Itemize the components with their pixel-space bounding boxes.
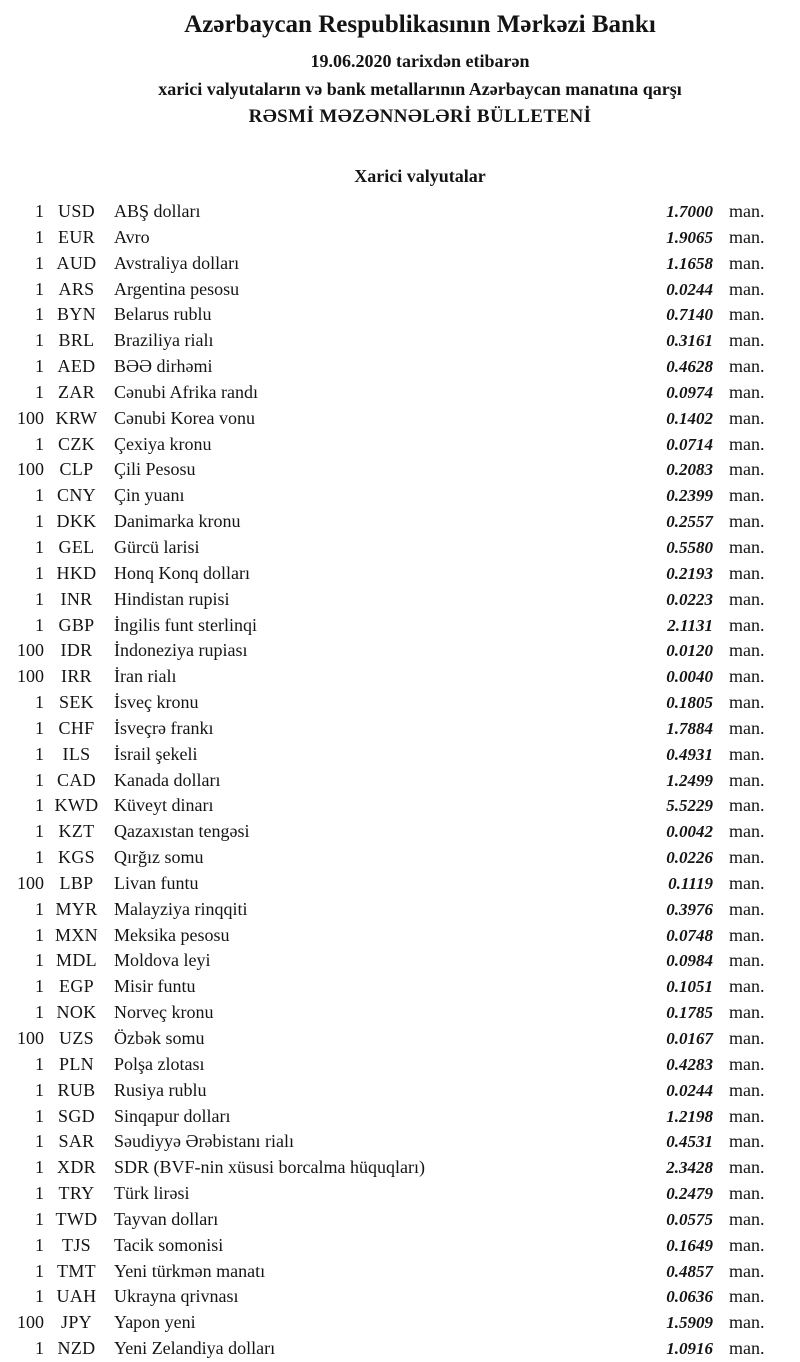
quantity-cell: 1 <box>35 769 44 790</box>
currency-code-cell: CZK <box>58 433 95 454</box>
table-row <box>0 380 800 406</box>
unit-label-cell: man. <box>729 252 765 273</box>
bank-name-title: Azərbaycan Respublikasının Mərkəzi Bankı <box>184 11 656 38</box>
rate-value-cell: 0.2479 <box>666 1184 713 1204</box>
currency-name-cell: Polşa zlotası <box>114 1053 205 1074</box>
currency-code-cell: KWD <box>54 795 99 816</box>
table-row <box>0 1026 800 1052</box>
table-row <box>0 277 800 303</box>
quantity-cell: 1 <box>35 1002 44 1023</box>
quantity-cell: 1 <box>35 433 44 454</box>
currency-code-cell: CAD <box>57 769 96 790</box>
quantity-cell: 1 <box>35 1079 44 1100</box>
currency-name-cell: Çili Pesosu <box>114 459 196 480</box>
section-title-foreign-currencies: Xarici valyutalar <box>354 166 486 186</box>
rate-value-cell: 1.1658 <box>666 253 713 273</box>
unit-label-cell: man. <box>729 950 765 971</box>
rate-value-cell: 0.0040 <box>666 667 713 687</box>
currency-code-cell: KRW <box>55 407 98 428</box>
rate-value-cell: 0.4283 <box>666 1054 713 1074</box>
table-row <box>0 251 800 277</box>
quantity-cell: 1 <box>35 511 44 532</box>
currency-code-cell: SGD <box>58 1105 95 1126</box>
currency-code-cell: GBP <box>58 614 95 635</box>
unit-label-cell: man. <box>729 356 765 377</box>
table-row <box>0 1078 800 1104</box>
unit-label-cell: man. <box>729 226 765 247</box>
quantity-cell: 1 <box>35 1260 44 1281</box>
unit-label-cell: man. <box>729 1028 765 1048</box>
currency-name-cell: Çin yuanı <box>114 485 185 506</box>
subject-line: xarici valyutaların və bank metallarının Azərbaycan manatına qarşı <box>158 79 682 99</box>
rate-value-cell: 1.2499 <box>666 770 713 790</box>
rate-value-cell: 0.4628 <box>666 357 713 377</box>
currency-code-cell: LBP <box>59 872 94 893</box>
table-row <box>0 768 800 794</box>
unit-label-cell: man. <box>729 1002 765 1023</box>
currency-code-cell: PLN <box>59 1053 94 1074</box>
rate-value-cell: 0.0984 <box>666 951 713 971</box>
currency-code-cell: JPY <box>61 1312 92 1333</box>
table-row <box>0 509 800 535</box>
effective-date-line: 19.06.2020 tarixdən etibarən <box>310 51 530 71</box>
rate-value-cell: 1.9065 <box>666 227 713 247</box>
quantity-cell: 1 <box>35 1208 44 1229</box>
currency-name-cell: Belarus rublu <box>114 304 212 325</box>
quantity-cell: 1 <box>35 226 44 247</box>
currency-name-cell: BƏƏ dirhəmi <box>114 356 213 377</box>
rate-value-cell: 0.1051 <box>666 977 713 997</box>
quantity-cell: 1 <box>35 278 44 299</box>
table-row <box>0 1000 800 1026</box>
currency-name-cell: Argentina pesosu <box>114 278 240 299</box>
currency-code-cell: TWD <box>55 1208 98 1229</box>
currency-code-cell: SAR <box>58 1131 95 1152</box>
quantity-cell: 1 <box>35 1338 44 1359</box>
unit-label-cell: man. <box>729 1131 765 1152</box>
quantity-cell: 1 <box>35 821 44 842</box>
unit-label-cell: man. <box>729 795 765 816</box>
currency-name-cell: Kanada dolları <box>114 769 221 790</box>
currency-name-cell: Avro <box>114 226 150 247</box>
table-row <box>0 1336 800 1362</box>
currency-name-cell: Hindistan rupisi <box>114 588 230 609</box>
currency-code-cell: RUB <box>57 1079 96 1100</box>
rate-value-cell: 1.2198 <box>666 1106 713 1126</box>
quantity-cell: 1 <box>35 356 44 377</box>
quantity-cell: 1 <box>35 1105 44 1126</box>
unit-label-cell: man. <box>729 304 765 325</box>
table-row <box>0 923 800 949</box>
unit-label-cell: man. <box>729 692 765 713</box>
quantity-cell: 1 <box>35 614 44 635</box>
quantity-cell: 1 <box>35 898 44 919</box>
currency-name-cell: Qırğız somu <box>114 847 204 868</box>
rate-value-cell: 1.0916 <box>666 1339 713 1359</box>
table-row <box>0 819 800 845</box>
quantity-cell: 1 <box>35 950 44 971</box>
rate-value-cell: 0.4857 <box>666 1261 713 1281</box>
quantity-cell: 1 <box>35 1053 44 1074</box>
currency-code-cell: CHF <box>58 717 95 738</box>
rate-value-cell: 0.0636 <box>666 1287 713 1307</box>
currency-code-cell: DKK <box>56 511 97 532</box>
rate-value-cell: 0.2557 <box>666 512 713 532</box>
currency-code-cell: ZAR <box>58 381 95 402</box>
table-row <box>0 1310 800 1336</box>
currency-name-cell: İsveç kronu <box>114 692 199 713</box>
table-row <box>0 199 800 225</box>
quantity-cell: 100 <box>17 666 44 687</box>
unit-label-cell: man. <box>729 1079 765 1100</box>
unit-label-cell: man. <box>729 1234 765 1255</box>
table-row <box>0 897 800 923</box>
currency-code-cell: HKD <box>56 562 97 583</box>
rate-value-cell: 0.0120 <box>666 641 713 661</box>
currency-name-cell: Yeni Zelandiya dolları <box>114 1338 276 1359</box>
unit-label-cell: man. <box>729 1105 765 1126</box>
unit-label-cell: man. <box>729 976 765 997</box>
quantity-cell: 100 <box>17 1312 44 1333</box>
currency-code-cell: BRL <box>58 330 95 351</box>
rate-value-cell: 0.4531 <box>666 1132 713 1152</box>
currency-code-cell: BYN <box>57 304 96 325</box>
rate-value-cell: 0.0167 <box>666 1029 713 1048</box>
currency-name-cell: Özbək somu <box>114 1028 205 1048</box>
currency-name-cell: Misir funtu <box>114 976 196 997</box>
unit-label-cell: man. <box>729 1053 765 1074</box>
unit-label-cell: man. <box>729 485 765 506</box>
quantity-cell: 100 <box>17 640 44 661</box>
table-row <box>0 561 800 587</box>
table-row <box>0 664 800 690</box>
currency-code-cell: UZS <box>59 1028 94 1048</box>
rate-value-cell: 0.0244 <box>666 1080 713 1100</box>
quantity-cell: 1 <box>35 330 44 351</box>
rate-value-cell: 1.5909 <box>666 1313 713 1333</box>
currency-code-cell: MXN <box>55 924 98 945</box>
quantity-cell: 1 <box>35 1157 44 1178</box>
unit-label-cell: man. <box>729 924 765 945</box>
rate-value-cell: 0.3976 <box>666 899 713 919</box>
currency-code-cell: AED <box>57 356 96 377</box>
rate-value-cell: 0.7140 <box>666 305 713 325</box>
currency-name-cell: İngilis funt sterlinqi <box>114 614 257 635</box>
currency-name-cell: SDR (BVF-nin xüsusi borcalma hüquqları) <box>114 1157 425 1178</box>
currency-name-cell: Yeni türkmən manatı <box>114 1260 266 1281</box>
unit-label-cell: man. <box>729 1260 765 1281</box>
rate-value-cell: 0.0575 <box>666 1209 713 1229</box>
currency-name-cell: Livan funtu <box>114 872 199 893</box>
table-row <box>0 1052 800 1078</box>
quantity-cell: 1 <box>35 201 44 221</box>
currency-name-cell: Tayvan dolları <box>114 1208 219 1229</box>
unit-label-cell: man. <box>729 330 765 351</box>
table-row <box>0 1259 800 1285</box>
rate-value-cell: 0.4931 <box>666 744 713 764</box>
currency-code-cell: EUR <box>58 226 95 247</box>
currency-name-cell: Malayziya rinqqiti <box>114 898 248 919</box>
table-row <box>0 1155 800 1181</box>
table-row <box>0 457 800 483</box>
table-row <box>0 974 800 1000</box>
currency-name-cell: Tacik somonisi <box>114 1234 224 1255</box>
currency-code-cell: TMT <box>57 1260 96 1281</box>
currency-name-cell: İsveçrə frankı <box>114 717 214 738</box>
unit-label-cell: man. <box>729 717 765 738</box>
currency-name-cell: Türk lirəsi <box>114 1183 190 1204</box>
table-row <box>0 742 800 768</box>
table-row <box>0 1207 800 1233</box>
quantity-cell: 1 <box>35 924 44 945</box>
unit-label-cell: man. <box>729 1183 765 1204</box>
quantity-cell: 100 <box>17 407 44 428</box>
rate-value-cell: 0.2399 <box>666 486 713 506</box>
quantity-cell: 1 <box>35 536 44 557</box>
rate-value-cell: 5.5229 <box>666 796 713 816</box>
unit-label-cell: man. <box>729 1286 765 1307</box>
rate-value-cell: 2.1131 <box>667 615 713 635</box>
unit-label-cell: man. <box>729 1312 765 1333</box>
quantity-cell: 1 <box>35 1183 44 1204</box>
unit-label-cell: man. <box>729 666 765 687</box>
currency-code-cell: USD <box>58 201 95 221</box>
currency-code-cell: CNY <box>57 485 96 506</box>
unit-label-cell: man. <box>729 459 765 480</box>
rate-value-cell: 0.0244 <box>666 279 713 299</box>
currency-name-cell: Çexiya kronu <box>114 433 212 454</box>
table-row <box>0 535 800 561</box>
quantity-cell: 100 <box>17 1028 44 1048</box>
unit-label-cell: man. <box>729 821 765 842</box>
table-row <box>0 613 800 639</box>
currency-name-cell: Braziliya rialı <box>114 330 214 351</box>
document-header <box>0 0 800 129</box>
quantity-cell: 100 <box>17 872 44 893</box>
currency-code-cell: KGS <box>58 847 95 868</box>
currency-code-cell: SEK <box>59 692 94 713</box>
unit-label-cell: man. <box>729 872 765 893</box>
currency-name-cell: İsrail şekeli <box>114 743 198 764</box>
unit-label-cell: man. <box>729 536 765 557</box>
currency-code-cell: IDR <box>60 640 93 661</box>
unit-label-cell: man. <box>729 614 765 635</box>
rate-value-cell: 0.0748 <box>666 925 713 945</box>
currency-name-cell: Ukrayna qrivnası <box>114 1286 239 1307</box>
currency-code-cell: UAH <box>56 1286 97 1307</box>
currency-code-cell: TRY <box>58 1183 95 1204</box>
rate-value-cell: 1.7000 <box>666 202 713 221</box>
currency-name-cell: Gürcü larisi <box>114 536 200 557</box>
currency-name-cell: Sinqapur dolları <box>114 1105 231 1126</box>
currency-name-cell: ABŞ dolları <box>114 201 201 221</box>
table-row <box>0 354 800 380</box>
quantity-cell: 1 <box>35 304 44 325</box>
currency-name-cell: Rusiya rublu <box>114 1079 207 1100</box>
unit-label-cell: man. <box>729 1338 765 1359</box>
quantity-cell: 1 <box>35 562 44 583</box>
quantity-cell: 1 <box>35 1286 44 1307</box>
currency-code-cell: CLP <box>59 459 94 480</box>
quantity-cell: 1 <box>35 795 44 816</box>
unit-label-cell: man. <box>729 407 765 428</box>
table-row <box>0 1181 800 1207</box>
unit-label-cell: man. <box>729 1208 765 1229</box>
bulletin-title: RƏSMİ MƏZƏNNƏLƏRİ BÜLLETENİ <box>248 106 592 127</box>
table-row <box>0 1284 800 1310</box>
quantity-cell: 1 <box>35 381 44 402</box>
unit-label-cell: man. <box>729 201 765 221</box>
rate-value-cell: 0.1402 <box>666 408 713 428</box>
rate-value-cell: 2.3428 <box>666 1158 713 1178</box>
rate-value-cell: 0.0974 <box>666 382 713 402</box>
quantity-cell: 1 <box>35 252 44 273</box>
quantity-cell: 1 <box>35 588 44 609</box>
rate-value-cell: 0.0226 <box>666 848 713 868</box>
quantity-cell: 1 <box>35 976 44 997</box>
currency-code-cell: ARS <box>58 278 95 299</box>
currency-name-cell: Küveyt dinarı <box>114 795 214 816</box>
unit-label-cell: man. <box>729 381 765 402</box>
currency-name-cell: İran rialı <box>114 666 177 687</box>
rate-value-cell: 0.0042 <box>666 822 713 842</box>
currency-code-cell: NZD <box>57 1338 96 1359</box>
table-row <box>0 690 800 716</box>
unit-label-cell: man. <box>729 743 765 764</box>
quantity-cell: 1 <box>35 847 44 868</box>
table-row <box>0 328 800 354</box>
rates-table <box>0 199 800 1362</box>
currency-name-cell: Moldova leyi <box>114 950 211 971</box>
rate-value-cell: 0.0714 <box>666 434 713 454</box>
quantity-cell: 100 <box>17 459 44 480</box>
table-row <box>0 716 800 742</box>
rate-value-cell: 0.1785 <box>666 1003 713 1023</box>
rate-value-cell: 0.2193 <box>666 563 713 583</box>
quantity-cell: 1 <box>35 1234 44 1255</box>
quantity-cell: 1 <box>35 692 44 713</box>
table-row <box>0 948 800 974</box>
currency-name-cell: Meksika pesosu <box>114 924 230 945</box>
rate-value-cell: 0.2083 <box>666 460 713 480</box>
unit-label-cell: man. <box>729 433 765 454</box>
rate-value-cell: 0.1119 <box>668 873 713 893</box>
table-row <box>0 845 800 871</box>
unit-label-cell: man. <box>729 278 765 299</box>
table-row <box>0 406 800 432</box>
currency-name-cell: Norveç kronu <box>114 1002 214 1023</box>
currency-code-cell: ILS <box>62 743 91 764</box>
table-row <box>0 871 800 897</box>
currency-code-cell: GEL <box>58 536 95 557</box>
unit-label-cell: man. <box>729 640 765 661</box>
currency-name-cell: İndoneziya rupiası <box>114 640 248 661</box>
currency-code-cell: KZT <box>58 821 95 842</box>
table-row <box>0 483 800 509</box>
currency-code-cell: NOK <box>56 1002 97 1023</box>
rate-value-cell: 0.3161 <box>666 331 713 351</box>
currency-name-cell: Yapon yeni <box>114 1312 196 1333</box>
unit-label-cell: man. <box>729 769 765 790</box>
currency-code-cell: IRR <box>61 666 92 687</box>
table-row <box>0 1104 800 1130</box>
unit-label-cell: man. <box>729 898 765 919</box>
quantity-cell: 1 <box>35 1131 44 1152</box>
currency-name-cell: Cənubi Afrika randı <box>114 381 258 402</box>
quantity-cell: 1 <box>35 743 44 764</box>
unit-label-cell: man. <box>729 847 765 868</box>
currency-code-cell: MYR <box>55 898 98 919</box>
quantity-cell: 1 <box>35 717 44 738</box>
currency-code-cell: INR <box>60 588 93 609</box>
currency-name-cell: Cənubi Korea vonu <box>114 407 255 428</box>
rate-value-cell: 0.5580 <box>666 537 713 557</box>
table-row <box>0 302 800 328</box>
unit-label-cell: man. <box>729 511 765 532</box>
currency-name-cell: Danimarka kronu <box>114 511 241 532</box>
unit-label-cell: man. <box>729 562 765 583</box>
currency-code-cell: MDL <box>56 950 97 971</box>
unit-label-cell: man. <box>729 1157 765 1178</box>
currency-code-cell: AUD <box>56 252 97 273</box>
currency-code-cell: TJS <box>62 1234 91 1255</box>
table-row <box>0 793 800 819</box>
rate-value-cell: 0.0223 <box>666 589 713 609</box>
table-row <box>0 1233 800 1259</box>
unit-label-cell: man. <box>729 588 765 609</box>
rate-value-cell: 1.7884 <box>666 718 713 738</box>
quantity-cell: 1 <box>35 485 44 506</box>
currency-name-cell: Qazaxıstan tengəsi <box>114 821 250 842</box>
currency-code-cell: EGP <box>59 976 94 997</box>
table-row <box>0 1129 800 1155</box>
currency-name-cell: Avstraliya dolları <box>114 252 240 273</box>
table-row <box>0 225 800 251</box>
rate-value-cell: 0.1805 <box>666 693 713 713</box>
rate-value-cell: 0.1649 <box>666 1235 713 1255</box>
table-row <box>0 587 800 613</box>
currency-name-cell: Səudiyyə Ərəbistanı rialı <box>114 1131 294 1152</box>
currency-name-cell: Honq Konq dolları <box>114 562 250 583</box>
table-row <box>0 432 800 458</box>
currency-code-cell: XDR <box>57 1157 96 1178</box>
table-row <box>0 638 800 664</box>
